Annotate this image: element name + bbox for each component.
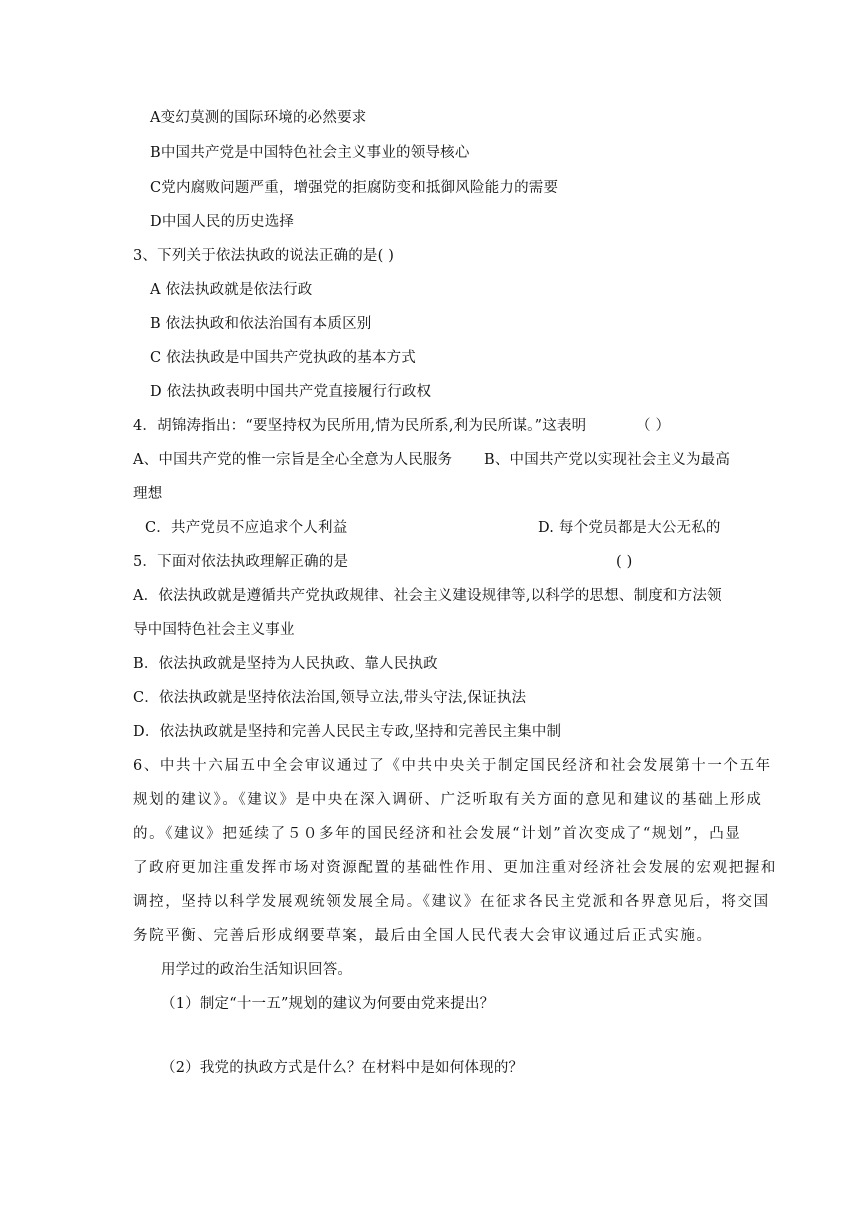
q3-option-a: A 依法执政就是依法行政	[150, 282, 313, 298]
q4-stem: 4．胡锦涛指出：“要坚持权为民所用,情为民所系,利为民所谋。”这表明	[133, 418, 587, 434]
q3-stem: 3、下列关于依法执政的说法正确的是( )	[133, 248, 395, 264]
q5-option-c: C．依法执政就是坚持依法治国,领导立法,带头守法,保证执法	[133, 690, 527, 706]
q5-option-a-continued: 导中国特色社会主义事业	[133, 622, 295, 638]
q5-option-a: A．依法执政就是遵循共产党执政规律、社会主义建设规律等,以科学的思想、制度和方法领	[133, 588, 722, 604]
q6-subquestion-1: （1）制定“十一五”规划的建议为何要由党来提出？	[161, 996, 495, 1012]
q5-stem: 5．下面对依法执政理解正确的是	[133, 554, 349, 570]
q3-option-c: C 依法执政是中国共产党执政的基本方式	[150, 350, 417, 366]
q6-paragraph-line: 的。《建议》把延续了５０多年的国民经济和社会发展“计划”首次变成了“规划”，凸显	[133, 826, 742, 842]
q5-option-d: D．依法执政就是坚持和完善人民民主专政,坚持和完善民主集中制	[133, 724, 562, 740]
q6-paragraph-line: 6、中共十六届五中全会审议通过了《中共中央关于制定国民经济和社会发展第十一个五年	[133, 758, 772, 774]
q6-prompt: 用学过的政治生活知识回答。	[161, 962, 353, 978]
q2-option-a: A变幻莫测的国际环境的必然要求	[150, 110, 367, 126]
q4-option-d: D. 每个党员都是大公无私的	[538, 520, 721, 536]
q6-subquestion-2: （2）我党的执政方式是什么？在材料中是如何体现的？	[161, 1060, 524, 1076]
q6-paragraph-line: 规划的建议》。《建议》是中央在深入调研、广泛听取有关方面的意见和建议的基础上形成	[133, 792, 763, 808]
q4-answer-bracket: （ ）	[636, 418, 671, 434]
q3-option-b: B 依法执政和依法治国有本质区别	[150, 316, 372, 332]
q2-option-b: B中国共产党是中国特色社会主义事业的领导核心	[150, 145, 470, 161]
q5-option-b: B．依法执政就是坚持为人民执政、靠人民执政	[133, 656, 438, 672]
q6-paragraph-line: 务院平衡、完善后形成纲要草案，最后由全国人民代表大会审议通过后正式实施。	[133, 928, 713, 944]
q4-option-b-continued: 理想	[133, 486, 163, 502]
q4-option-b: B、中国共产党以实现社会主义为最高	[484, 452, 731, 468]
q2-option-d: D中国人民的历史选择	[150, 214, 295, 230]
q3-option-d: D 依法执政表明中国共产党直接履行行政权	[150, 384, 432, 400]
q6-paragraph-line: 了政府更加注重发挥市场对资源配置的基础性作用、更加注重对经济社会发展的宏观把握和	[133, 860, 777, 876]
q4-option-c: C．共产党员不应追求个人利益	[145, 520, 348, 536]
q4-option-a: A、中国共产党的惟一宗旨是全心全意为人民服务	[133, 452, 453, 468]
q5-answer-bracket: ( )	[616, 554, 633, 570]
q6-paragraph-line: 调控，坚持以科学发展观统领发展全局。《建议》在征求各民主党派和各界意见后，将交国	[133, 894, 770, 910]
q2-option-c: C党内腐败问题严重，增强党的拒腐防变和抵御风险能力的需要	[150, 180, 559, 196]
